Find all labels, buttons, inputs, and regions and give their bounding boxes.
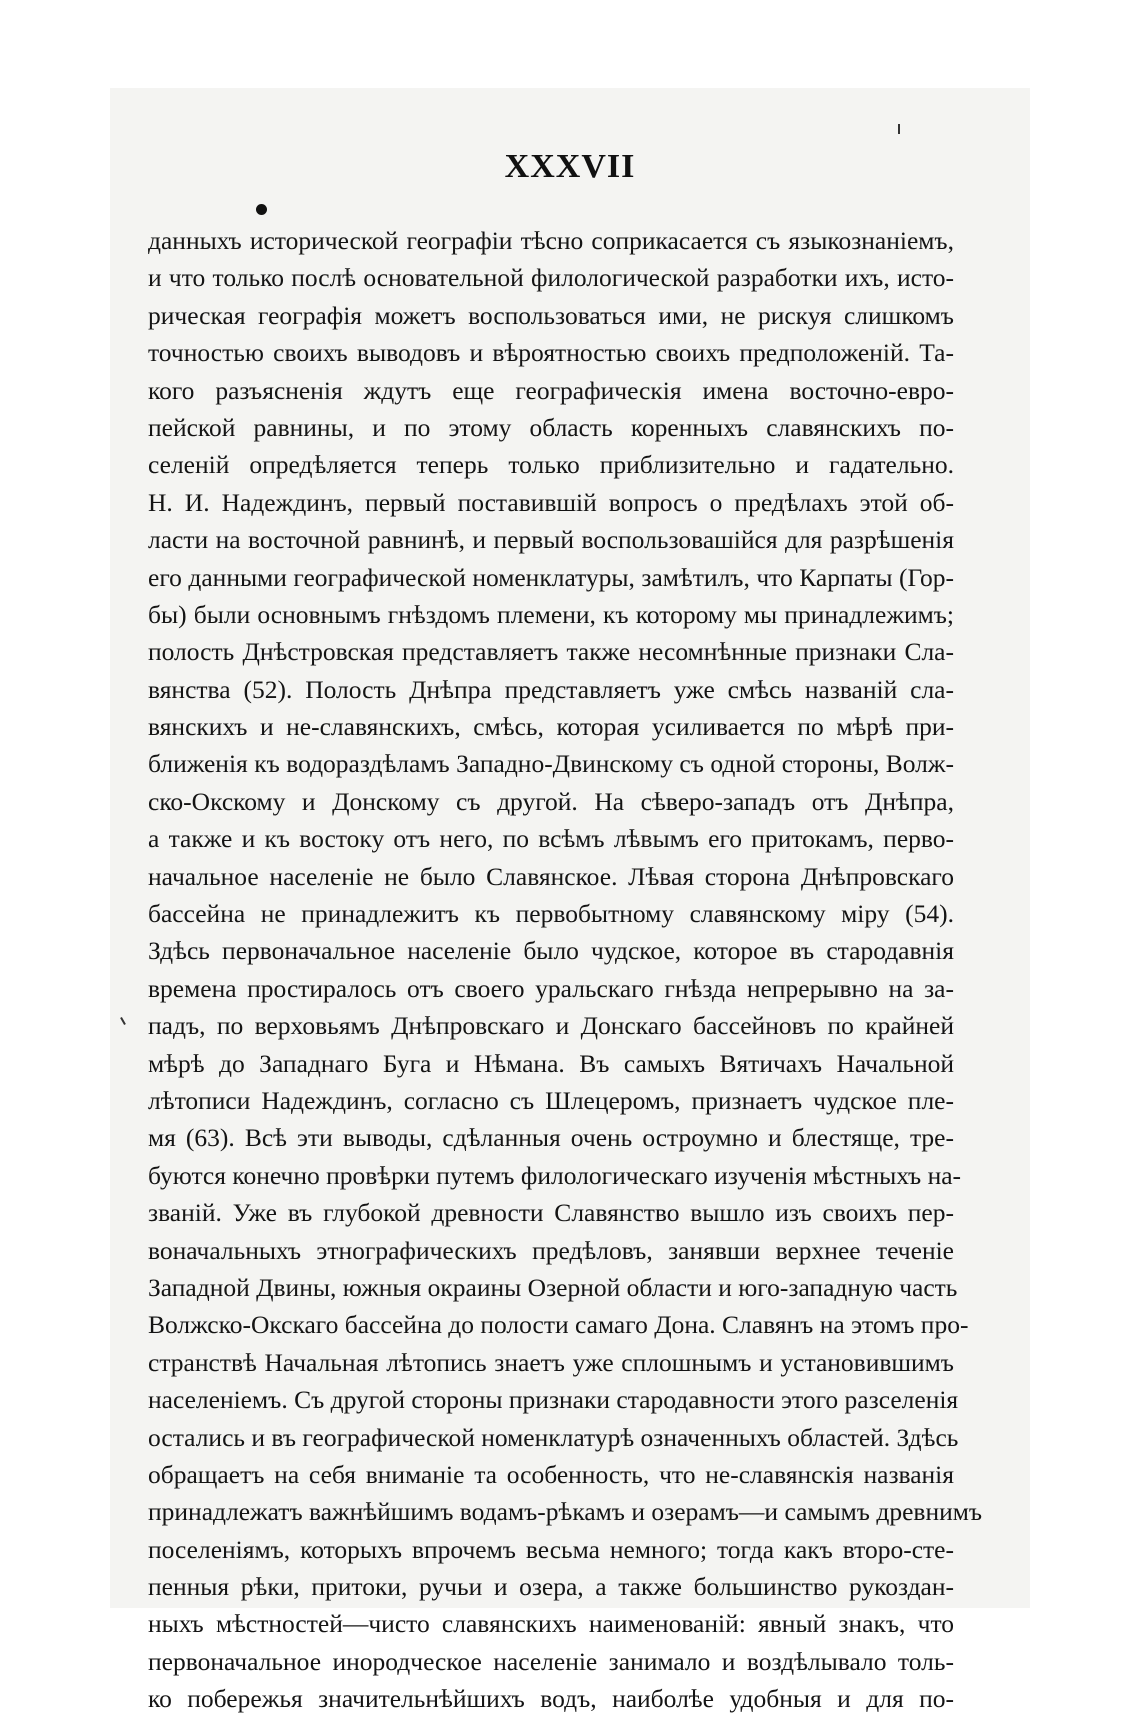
text-line: селеній опредѣляется теперь только приблизительно и гадательно. (148, 450, 954, 480)
text-line: Западной Двины, южныя окраины Озерной области и юго-западную часть (148, 1272, 958, 1302)
text-line: ближенія къ водораздѣламъ Западно-Двинскому съ одной стороны, Волж- (148, 749, 954, 779)
text-line: бассейна не принадлежитъ къ первобытному славянскому міру (54). (148, 899, 954, 929)
text-line: Волжско-Окскаго бассейна до полости самаго Дона. Славянъ на этомъ про- (148, 1310, 969, 1340)
text-line: полость Днѣстровская представляетъ также несомнѣнные признаки Сла- (148, 637, 954, 667)
text-line: вянскихъ и не-славянскихъ, смѣсь, которая усиливается по мѣрѣ при- (148, 712, 954, 742)
text-line: званій. Уже въ глубокой древности Славянство вышло изъ своихъ пер- (148, 1198, 954, 1228)
text-line: принадлежатъ важнѣйшимъ водамъ-рѣкамъ и озерамъ—и самымъ древнимъ (148, 1497, 983, 1527)
text-line: пенныя рѣки, притоки, ручьи и озера, а также большинство рукоздан- (148, 1572, 954, 1602)
text-line: ласти на восточной равнинѣ, и первый воспользовашійся для разрѣшенія (148, 525, 954, 555)
text-line: лѣтописи Надеждинъ, согласно съ Шлецеромъ, признаетъ чудское пле- (148, 1085, 954, 1115)
text-line: вянства (52). Полость Днѣпра представляетъ уже смѣсь названій сла- (148, 674, 954, 704)
text-line: мя (63). Всѣ эти выводы, сдѣланныя очень остроумно и блестяще, тре- (148, 1123, 954, 1153)
text-line: его данными географической номенклатуры, замѣтилъ, что Карпаты (Гор- (148, 562, 954, 592)
text-line: странствѣ Начальная лѣтопись знаетъ уже сплошнымъ и установившимъ (148, 1347, 954, 1377)
text-line: обращаетъ на себя вниманіе та особенность, что не-славянскія названія (148, 1459, 954, 1489)
text-line: кого разъясненія ждутъ еще географическія имена восточно-евро- (148, 375, 954, 405)
ink-dot (256, 204, 267, 215)
text-line: поселеніямъ, которыхъ впрочемъ весьма немного; тогда какъ второ-сте- (148, 1534, 954, 1564)
text-line: буются конечно провѣрки путемъ филологическаго изученія мѣстныхъ на- (148, 1160, 962, 1190)
margin-mark (898, 124, 900, 134)
text-line: и что только послѣ основательной филологической разработки ихъ, исто- (148, 263, 954, 293)
text-line: данныхъ исторической географіи тѣсно соприкасается съ языкознаніемъ, (148, 226, 954, 255)
body-text (148, 222, 983, 1718)
text-line: а также и къ востоку отъ него, по всѣмъ лѣвымъ его притокамъ, перво- (148, 824, 954, 854)
text-line: населеніемъ. Съ другой стороны признаки стародавности этого разселенія (148, 1385, 959, 1415)
text-line: мѣрѣ до Западнаго Буга и Нѣмана. Въ самыхъ Вятичахъ Начальной (148, 1048, 954, 1078)
text-line: рическая географія можетъ воспользоваться ими, не рискуя слишкомъ (148, 300, 954, 330)
text-line: Н. И. Надеждинъ, первый поставившій вопросъ о предѣлахъ этой об- (148, 487, 954, 517)
text-line: точностью своихъ выводовъ и вѣроятностью своихъ предположеній. Та- (148, 338, 954, 368)
text-line: воначальныхъ этнографическихъ предѣловъ, занявши верхнее теченіе (148, 1235, 954, 1265)
text-line: ныхъ мѣстностей—чисто славянскихъ наименованій: явный знакъ, что (148, 1609, 954, 1639)
text-line: пейской равнины, и по этому область коренныхъ славянскихъ по- (148, 412, 954, 442)
text-line: падъ, по верховьямъ Днѣпровскаго и Донскаго бассейновъ по крайней (148, 1011, 954, 1041)
text-line: ско-Окскому и Донскому съ другой. На сѣверо-западъ отъ Днѣпра, (148, 786, 954, 816)
text-line: Здѣсь первоначальное населеніе было чудское, которое въ стародавнія (148, 936, 954, 966)
text-line: ко побережья значительнѣйшихъ водъ, наиболѣе удобныя и для по- (148, 1684, 954, 1714)
text-line: начальное населеніе не было Славянское. Лѣвая сторона Днѣпровскаго (148, 861, 954, 891)
text-line: первоначальное инородческое населеніе занимало и воздѣлывало толь- (148, 1646, 954, 1676)
text-line: времена простиралось отъ своего уральскаго гнѣзда непрерывно на за- (148, 973, 954, 1003)
text-line: остались и въ географической номенклатурѣ означенныхъ областей. Здѣсь (148, 1422, 959, 1452)
page-number: XXXVII (504, 148, 636, 185)
text-line: бы) были основнымъ гнѣздомъ племени, къ которому мы принадлежимъ; (148, 599, 954, 629)
